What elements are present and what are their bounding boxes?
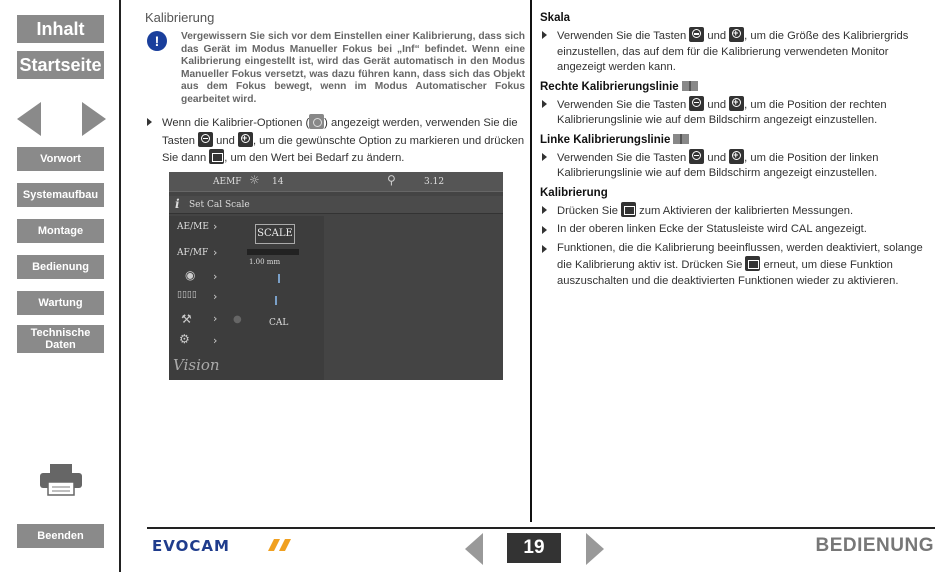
page-number: 19 <box>507 533 561 563</box>
sidebar-item-systemaufbau[interactable]: Systemaufbau <box>17 183 104 207</box>
menu-row-afmf: AF/MF <box>177 248 209 258</box>
toolbox-icon: ⚒ <box>181 312 192 326</box>
device-screenshot <box>169 172 503 380</box>
menu-header <box>169 196 503 214</box>
heading-kalibrierung: Kalibrierung <box>540 186 608 199</box>
zoom-in-key-icon <box>729 96 744 111</box>
chevron-right-icon: › <box>213 270 218 283</box>
bullet-funktionen <box>540 241 940 290</box>
menu-key-icon <box>209 149 224 164</box>
chevron-right-icon: › <box>213 220 218 233</box>
text-span: Verwenden Sie die Tasten <box>557 151 690 164</box>
inhalt-button[interactable]: Inhalt <box>17 15 104 43</box>
info-note <box>145 31 525 106</box>
heading-linke-linie <box>540 134 940 146</box>
menu-key-icon <box>745 256 760 271</box>
text-span: , um die Größe des Kalibriergrids einzustellen, das auf dem für die Kalibrierung verwendeten Monitor angezeigt werden kann. <box>557 30 909 73</box>
status-zoom-value: 3.12 <box>424 177 445 187</box>
scale-slider <box>247 249 299 255</box>
cal-option: CAL <box>269 318 289 328</box>
sidebar-item-vorwort[interactable]: Vorwort <box>17 147 104 171</box>
text-span: Drücken Sie <box>557 204 622 217</box>
zoom-out-key-icon <box>198 132 213 147</box>
zoom-in-key-icon <box>238 132 253 147</box>
left-line-swatch-icon <box>673 134 689 144</box>
sidebar-item-technische-daten[interactable]: Technische Daten <box>17 325 104 353</box>
menu-key-icon <box>621 202 636 217</box>
heading-text: Linke Kalibrierungslinie <box>540 133 671 146</box>
bullet-linke-linie <box>540 149 940 182</box>
ruler-icon: ▯▯▯▯ <box>177 290 197 300</box>
column-divider <box>530 0 532 522</box>
right-line-marker <box>278 274 280 283</box>
heading-skala: Skala <box>540 12 571 24</box>
text-span: Verwenden Sie die Tasten <box>557 98 690 111</box>
bullet-rechte-linie <box>540 96 940 129</box>
sidebar-item-montage[interactable]: Montage <box>17 219 104 243</box>
zoom-out-key-icon <box>689 96 704 111</box>
instruction-bullet <box>145 114 525 167</box>
next-page-arrow-icon[interactable] <box>82 102 106 136</box>
text-span: erneut, um diese Funktion auszuschalten und die deaktivierten Funktionen wieder zu aktivieren. <box>557 259 899 287</box>
previous-page-arrow-icon[interactable] <box>17 102 41 136</box>
scale-value: 1.00 mm <box>249 258 281 266</box>
status-value: 14 <box>272 177 284 187</box>
chevron-right-icon: › <box>213 246 218 259</box>
section-label: BEDIENUNG <box>815 535 934 556</box>
sidebar-item-bedienung[interactable]: Bedienung <box>17 255 104 279</box>
sun-icon: ☼ <box>249 173 260 187</box>
calibration-options-icon <box>309 114 324 129</box>
printer-icon[interactable] <box>40 464 82 496</box>
calibration-dot-icon: ● <box>233 314 242 325</box>
note-text: Vergewissern Sie sich vor dem Einstellen einer Kalibrierung, dass sich das Gerät im Modus Manueller Fokus bei „Inf“ befindet. Wenn eine Kalibrierung eingestellt ist, wird das Gerät automatisch in den Modus Manueller Fokus versetzt, was dazu führen kann, dass sich das Objekt aus dem Fokus bewegt, wenn im Modus Automatischer Fokus gearbeitet wird. <box>181 31 525 105</box>
zoom-icon: ⚲ <box>387 173 396 187</box>
zoom-out-key-icon <box>689 27 704 42</box>
status-bar <box>169 172 503 192</box>
exclamation-icon: ! <box>147 31 167 51</box>
bullet-aktivieren <box>540 202 940 220</box>
zoom-in-key-icon <box>729 27 744 42</box>
heading-text: Rechte Kalibrierungslinie <box>540 80 679 93</box>
status-aemf: AEMF <box>213 177 242 187</box>
zoom-out-key-icon <box>689 149 704 164</box>
bullet-skala <box>540 27 940 76</box>
chevron-right-icon: › <box>213 290 218 303</box>
chevron-right-icon: › <box>213 334 218 347</box>
text-span: , um den Wert bei Bedarf zu ändern. <box>224 152 405 164</box>
left-column <box>145 10 525 167</box>
footer-divider <box>147 527 935 529</box>
text-span: und <box>213 134 238 147</box>
vision-logo: Vision <box>173 356 220 374</box>
text-span: , um die gewünschte Option zu markieren und drücken Sie dann <box>162 134 525 164</box>
text-span: Verwenden Sie die Tasten <box>557 30 690 42</box>
zoom-in-key-icon <box>729 149 744 164</box>
previous-page-button[interactable] <box>465 533 483 565</box>
text-span: Wenn die Kalibrier-Optionen ( <box>162 117 310 129</box>
menu-row-aeme: AE/ME <box>177 222 209 232</box>
text-span: zum Aktivieren der kalibrierten Messungen. <box>636 204 854 217</box>
text-span: , um die Position der rechten Kalibrierungslinie wie auf dem Bildschirm angezeigt einzustellen. <box>557 98 887 126</box>
right-line-swatch-icon <box>682 81 698 91</box>
text-span: , um die Position der linken Kalibrierungslinie wie auf dem Bildschirm angezeigt einzustellen. <box>557 151 879 179</box>
bullet-statusleiste: In der oberen linken Ecke der Statusleiste wird CAL angezeigt. <box>540 222 940 238</box>
section-title: Kalibrierung <box>145 10 215 25</box>
scale-option[interactable]: SCALE <box>255 224 295 244</box>
text-span: ) angezeigt werden, verwenden Sie die Tasten <box>162 117 518 147</box>
logo-text: EVOCAM <box>152 537 230 553</box>
evocam-logo <box>152 537 298 553</box>
settings-gear-icon: ⚙ <box>179 332 190 346</box>
menu-header-label: Set Cal Scale <box>189 200 250 210</box>
target-icon: ◉ <box>185 268 196 282</box>
info-icon: i <box>175 197 180 211</box>
beenden-button[interactable]: Beenden <box>17 524 104 548</box>
right-column <box>540 12 940 289</box>
next-page-button[interactable] <box>586 533 604 565</box>
text-span: und <box>704 98 730 111</box>
sidebar-item-wartung[interactable]: Wartung <box>17 291 104 315</box>
text-span: Funktionen, die die Kalibrierung beeinflussen, werden deaktiviert, solange die Kalibrierung aktiv ist. Drücken Sie <box>557 241 923 271</box>
left-line-marker <box>275 296 277 305</box>
startseite-button[interactable]: Startseite <box>17 51 104 79</box>
heading-rechte-linie <box>540 81 940 93</box>
text-span: und <box>704 30 730 42</box>
text-span: und <box>704 151 730 164</box>
sidebar <box>0 0 121 572</box>
chevron-right-icon: › <box>213 312 218 325</box>
